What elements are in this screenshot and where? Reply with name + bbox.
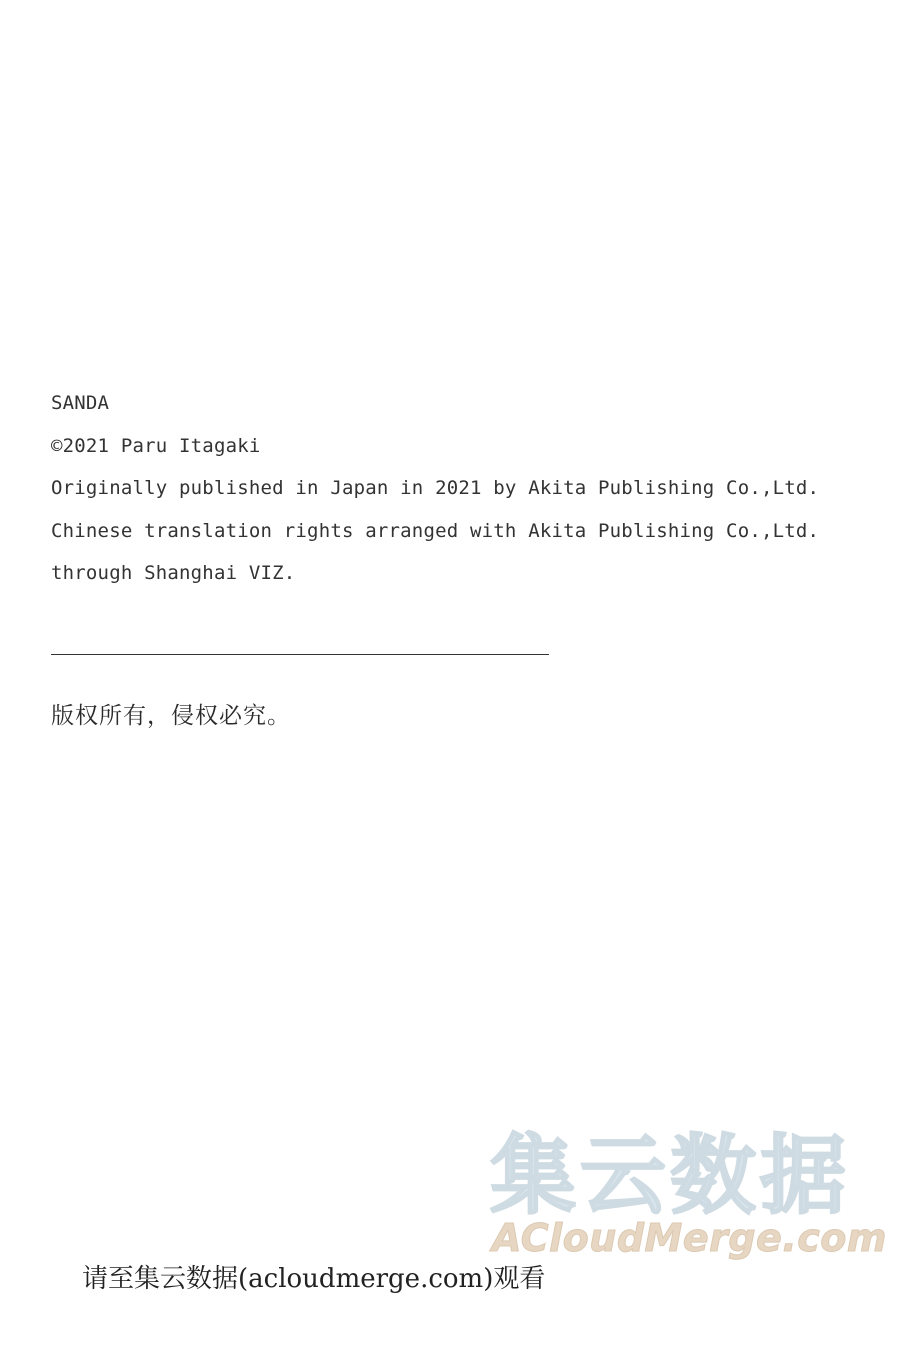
agency-line: through Shanghai VIZ.: [51, 562, 296, 584]
rights-reserved-notice: 版权所有，侵权必究。: [51, 703, 291, 729]
copyright-block: [51, 382, 819, 595]
copyright-holder: ©2021 Paru Itagaki: [51, 434, 261, 457]
original-publication-line: Originally published in Japan in 2021 by Akita Publishing Co.,Ltd.: [51, 477, 820, 499]
watermark-logo: [490, 1128, 890, 1263]
watermark-cjk-text: 集云数据: [490, 1126, 850, 1226]
series-title: SANDA: [51, 392, 110, 414]
translation-rights-line: Chinese translation rights arranged with Akita Publishing Co.,Ltd.: [51, 519, 820, 542]
footer-source-note: 请至集云数据(acloudmerge.com)观看: [82, 1264, 546, 1294]
divider-rule: [51, 654, 549, 655]
watermark-latin-text: ACloudMerge.com: [492, 1216, 887, 1260]
